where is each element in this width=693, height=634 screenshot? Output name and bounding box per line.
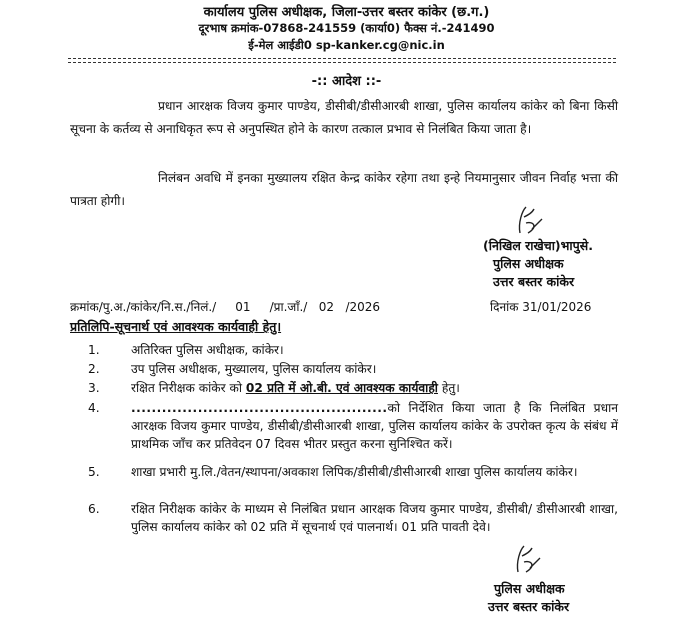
order-title: -:: आदेश ::- (311, 74, 382, 89)
list-item-text: अतिरिक्त पुलिस अधीक्षक, कांकेर। (131, 343, 284, 357)
signatory-block (483, 237, 593, 291)
order-paragraph-2: निलंबन अवधि में इनका मुख्यालय रक्षित केन्द्र कांकेर रहेगा तथा इन्हे नियमानुसार जीवन निर्वाह भत्ता की पात्रता होगी। (70, 171, 618, 208)
signatory-designation: पुलिस अधीक्षक (494, 581, 565, 596)
list-item-text: उप पुलिस अधीक्षक, मुख्यालय, पुलिस कार्यालय कांकेर। (131, 362, 377, 376)
signatory-block-copy (488, 580, 569, 616)
list-item-number: 2. (88, 362, 100, 376)
header-divider-top (68, 58, 616, 59)
list-item-text: शाखा प्रभारी मु.लि./वेतन/स्थापना/अवकाश लिपिक/डीसीबी/डीसीआरबी शाखा पुलिस कार्यालय कांकेर। (131, 465, 578, 479)
copy-heading: प्रतिलिपि-सूचनार्थ एवं आवश्यक कार्यवाही हेतु। (70, 319, 282, 334)
office-header: कार्यालय पुलिस अधीक्षक, जिला-उत्तर बस्तर कांकेर (छ.ग.) (203, 5, 490, 20)
list-item-text-start: रक्षित निरीक्षक कांकेर को (131, 381, 246, 395)
signature-icon (496, 542, 666, 576)
reference-number: क्रमांक/पु.अ./कांकेर/नि.स./निलं./ 01 /प्रा.जाँ./ 02 /2026 (70, 300, 381, 314)
signatory-name: (निखिल राखेचा)भापुसे. (483, 238, 593, 253)
list-item-emphasis: 02 प्रति में ओ.बी. एवं आवश्यक कार्यवाही (245, 381, 438, 395)
email-line: ई-मेल आईडी0 sp-kanker.cg@nic.in (248, 38, 445, 52)
signatory-district: उत्तर बस्तर कांकेर (488, 599, 570, 614)
order-date: दिनांक 31/01/2026 (490, 300, 592, 314)
list-item-number: 5. (88, 465, 100, 479)
list-item-text-end: हेतु। (437, 381, 460, 395)
blank-fill-dots: .................................................. (131, 401, 388, 415)
header-divider-bottom (68, 62, 616, 63)
list-item-text (131, 379, 618, 397)
signatory-designation: पुलिस अधीक्षक (493, 256, 564, 271)
list-item-number: 1. (88, 343, 100, 357)
list-item-number: 6. (88, 502, 100, 516)
signature-icon (498, 203, 668, 237)
list-item-body: को निर्देशित किया जाता है कि निलंबित प्रधान आरक्षक विजय कुमार पाण्डेय, डीसीबी/डीसीआरबी शाखा, पुलिस कार्यालय कांकेर के उपरोक्त कृत्य के संबंध में प्राथमिक जाँच कर प्रतिवेदन 07 दिवस भीतर प्रस्तुत करना सुनिश्चित करें। (131, 401, 618, 451)
list-item-text: रक्षित निरीक्षक कांकेर के माध्यम से निलंबित प्रधान आरक्षक विजय कुमार पाण्डेय, डीसीबी/ डीसीआरबी शाखा, पुलिस कार्यालय कांकेर को 02 प्रति में सूचनार्थ एवं पालनार्थ। 01 प्रति पावती देवे। (131, 502, 618, 534)
order-paragraph-1: प्रधान आरक्षक विजय कुमार पाण्डेय, डीसीबी/डीसीआरबी शाखा, पुलिस कार्यालय कांकेर को बिना किसी सूचना के कर्तव्य से अनाधिकृत रूप से अनुपस्थित होने के कारण तत्काल प्रभाव से निलंबित किया जाता है। (70, 99, 618, 136)
list-item-number: 3. (88, 381, 100, 395)
phone-fax-line: दूरभाष क्रमांक-07868-241559 (कार्या0) फैक्स नं.-241490 (198, 21, 495, 35)
list-item-number: 4. (88, 401, 100, 415)
signatory-district: उत्तर बस्तर कांकेर (493, 274, 575, 289)
list-item-text (131, 399, 618, 453)
